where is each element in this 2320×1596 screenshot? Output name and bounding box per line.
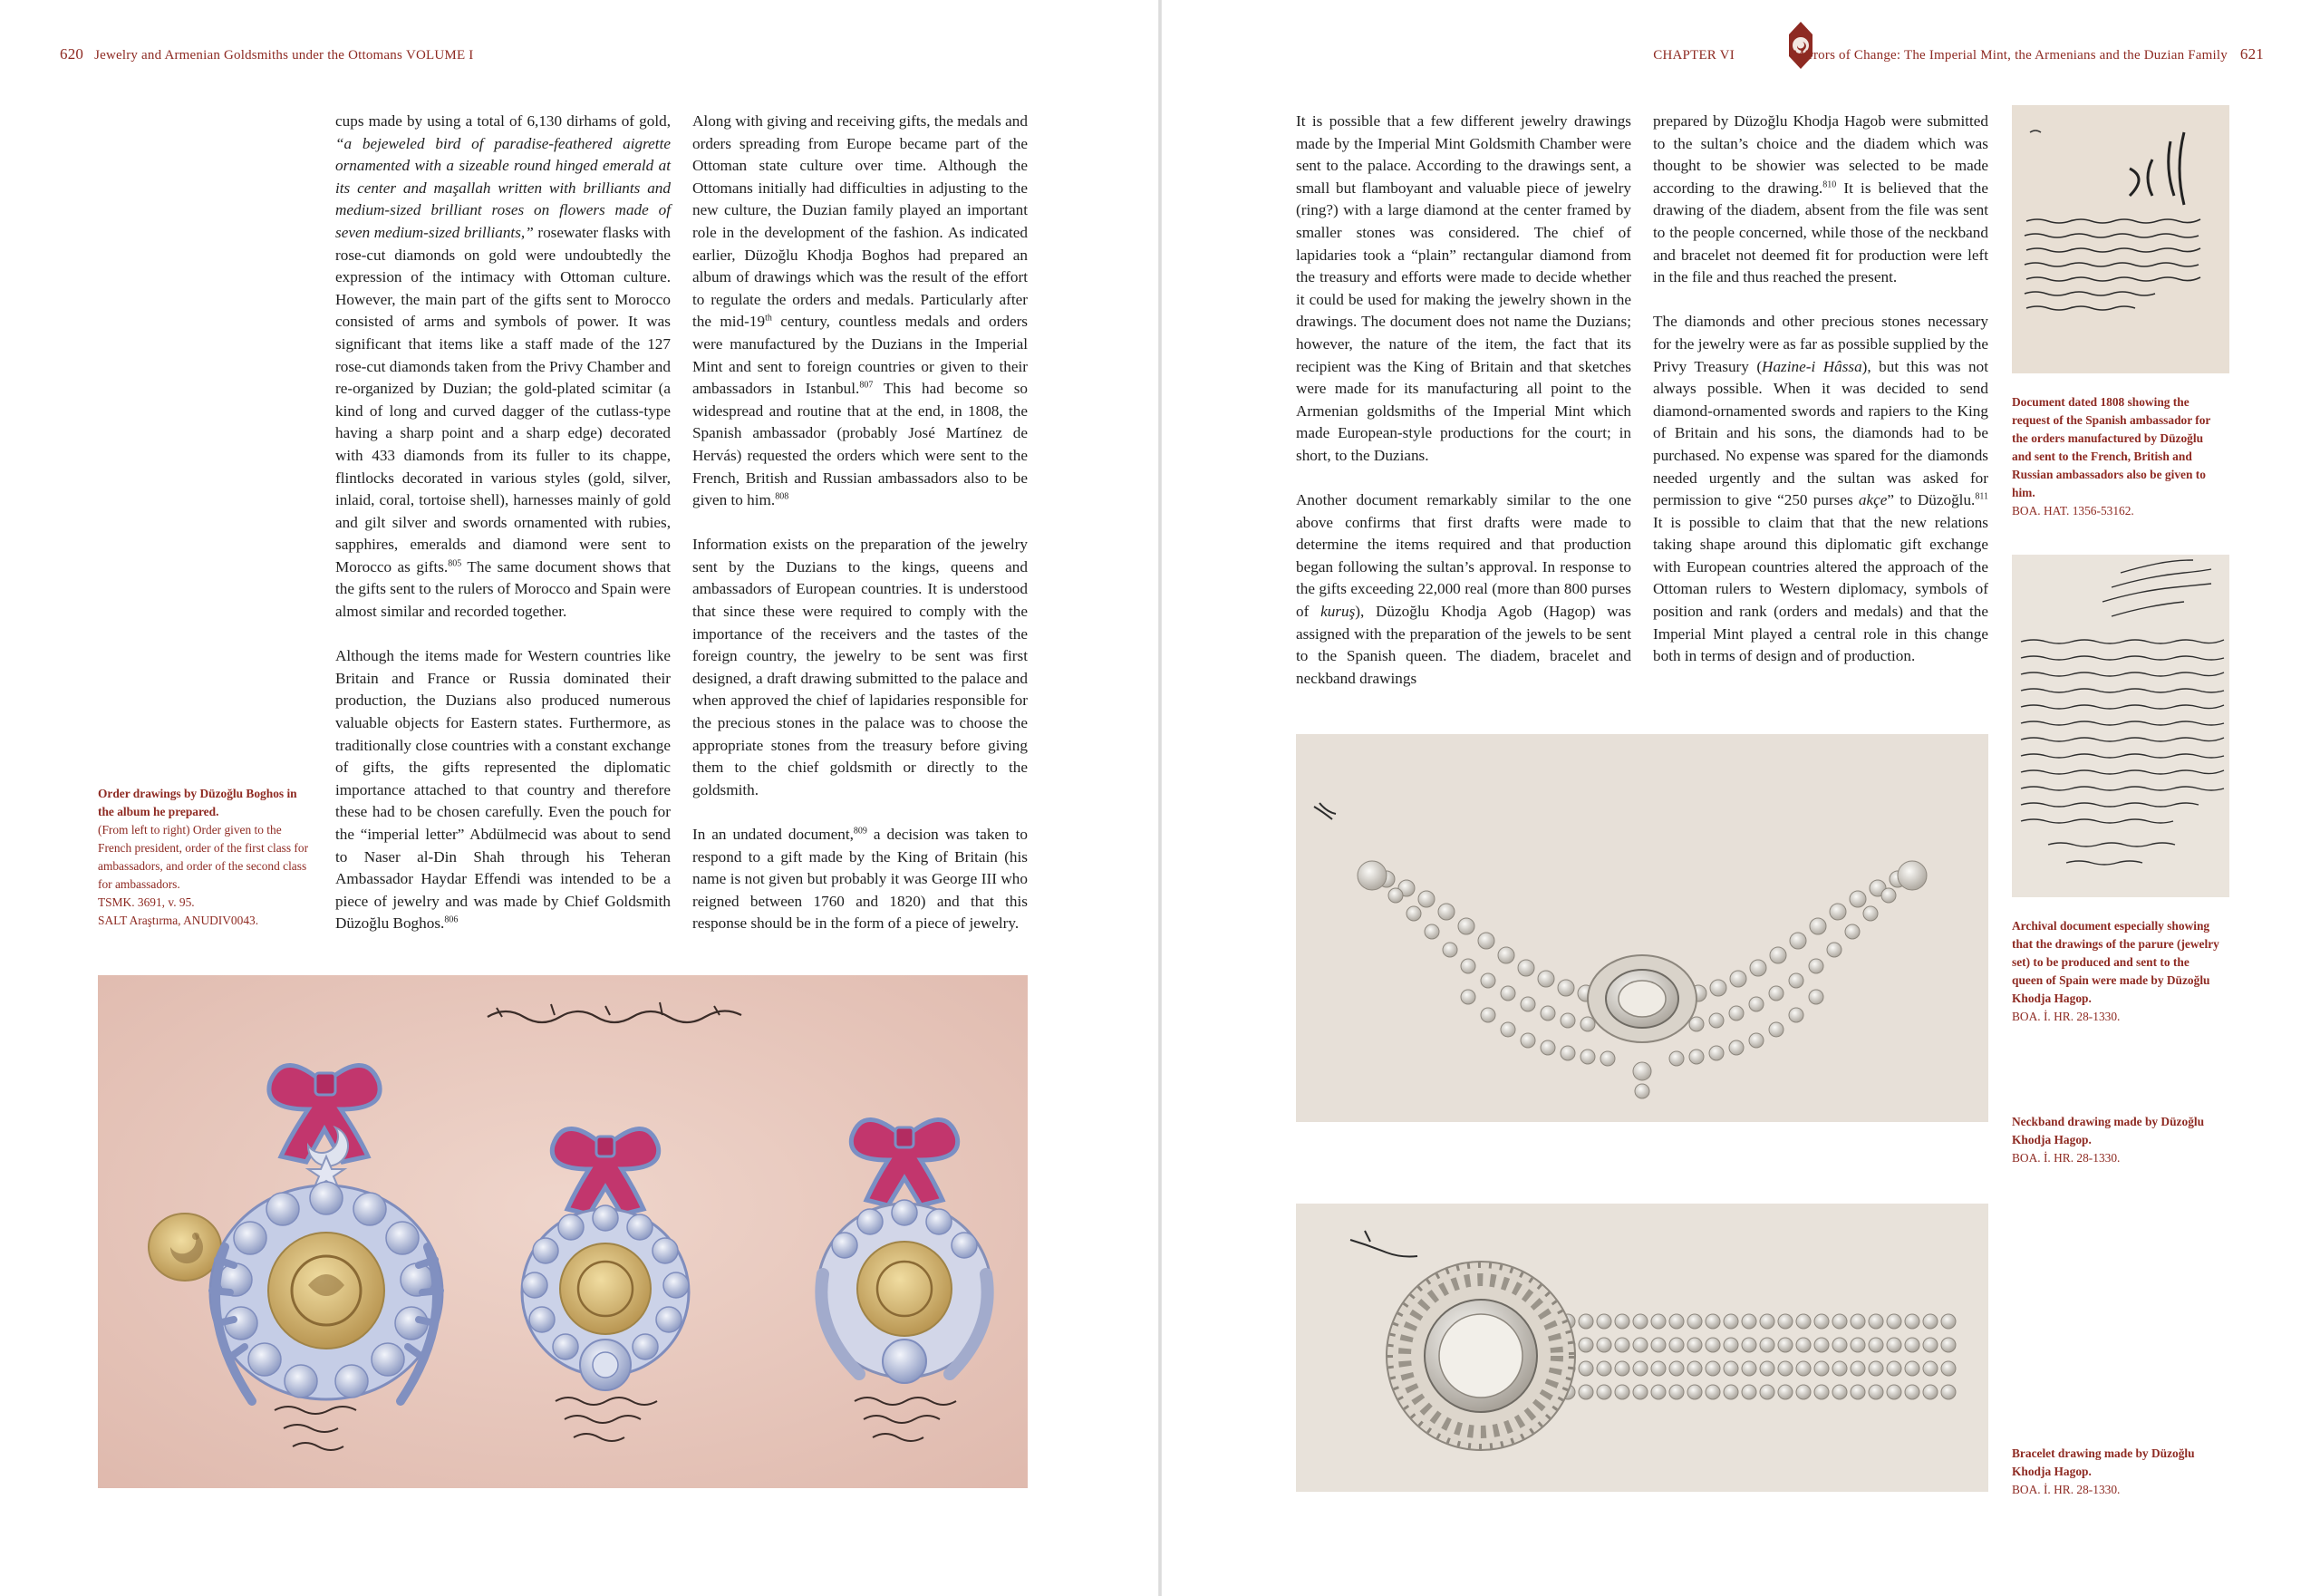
footnote-809[interactable]: 809 bbox=[853, 826, 867, 837]
left-col2-paragraph-1: Along with giving and receiving gifts, the medals and orders spreading from Europe became part of the Ottoman state culture over time. Although the Ottomans initially had difficulties in adjusting to the new culture, the Duzian family played an important role in the development of the fashion. As indicated earlier, Düzoğlu Khodja Boghos had prepared an album of drawings which was the result of the effort to regulate the orders and medals. Particularly after the mid-19th century, countless medals and orders were manufactured by the Duzians in the Imperial Mint and sent to foreign countries or given to their ambassadors in Istanbul.$^{807}$ This had become so widespread and routine that at the end, in 1808, the Spanish ambassador (probably José Martínez de Hervás) requested the orders which were sent to the French, British and Russian ambassadors also to be given to him.$^{808}$ bbox=[692, 112, 1028, 509]
small-gold-medal-icon bbox=[149, 1214, 221, 1281]
right-col2-paragraph-2: The diamonds and other precious stones necessary for the jewelry were as far as possible supplied by the Privy Treasury (Hazine-i Hâssa), but this was not always possible. When it was decided to send diamond-ornamented swords and rapiers to the King of Britain and his sons, the diamonds had to be purchased. No expense was spared for the diamonds needed urgently and the sultan was asked for permission to give “250 purses akçe” to Düzoğlu.$^{811}$ It is possible to claim that that the new relations taking shape around this diplomatic gift exchange with European countries altered the approach of the Ottoman rulers to Western diplomacy, symbols of position and rank (orders and medals) and that the Imperial Mint played a central role in this change both in terms of design and of production. bbox=[1653, 313, 1988, 665]
caption-document-1808 bbox=[2012, 393, 2222, 520]
volume-label: VOLUME I bbox=[405, 48, 474, 63]
right-running-head bbox=[1653, 45, 2264, 63]
left-page-number: 620 bbox=[60, 45, 84, 63]
footnote-811[interactable]: 811 bbox=[1975, 491, 1988, 502]
caption-neckband-title: Neckband drawing made by Düzoğlu Khodja Hagop. bbox=[2012, 1115, 2205, 1146]
caption-document-1808-title: Document dated 1808 showing the request of the Spanish ambassador for the orders manufactured by Düzoğlu and sent to the French, British and Russian ambassadors also be given to him. bbox=[2012, 395, 2211, 499]
neckband-center-medallion-icon bbox=[1588, 955, 1696, 1042]
left-running-title: Jewelry and Armenian Goldsmiths under the Ottomans bbox=[94, 48, 403, 63]
caption-bracelet bbox=[2012, 1445, 2222, 1499]
caption-order-drawings-ref1: TSMK. 3691, v. 95. bbox=[98, 895, 195, 909]
footnote-807[interactable]: 807 bbox=[859, 380, 874, 391]
caption-order-drawings-ref2: SALT Araştırma, ANUDIV0043. bbox=[98, 914, 259, 927]
order-drawings-image bbox=[98, 975, 1028, 1488]
left-running-head bbox=[60, 45, 473, 63]
footnote-806[interactable]: 806 bbox=[444, 914, 459, 925]
footnote-810[interactable]: 810 bbox=[1822, 179, 1837, 190]
caption-document-1808-ref: BOA. HAT. 1356-53162. bbox=[2012, 504, 2134, 517]
left-col2-paragraph-3: In an undated document,$^{809}$ a decision was taken to respond to a gift made by the King of Britain (his name is not given but probably it was George III who reigned between 1760 and 1820) and that this response should be in the form of a piece of jewelry. bbox=[692, 826, 1028, 933]
right-col1-paragraph-2: Another document remarkably similar to the one above confirms that first drafts were made to determine the items required and that production began following the sultan’s approval. In response to the gifts exceeding 22,000 real (more than 800 purses of kuruş), Düzoğlu Khodja Agob (Hagop) was assigned with the preparation of the jewels to be sent to the Spanish queen. The diadem, bracelet and neckband drawings bbox=[1296, 491, 1631, 687]
caption-document-parure-title: Archival document especially showing that the drawings of the parure (jewelry set) to be produced and sent to the queen of Spain were made by Düzoğlu Khodja Hagop. bbox=[2012, 919, 2219, 1005]
right-col1-paragraph-1: It is possible that a few different jewelry drawings made by the Imperial Mint Goldsmith Chamber were sent to the palace. According to the drawings sent, a small but flamboyant and valuable piece of jewelry (ring?) with a large diamond at the center framed by smaller stones was considered. The chief of lapidaries took a “plain” rectangular diamond from the treasury and efforts were made to decide whether it could be used for making the jewelry shown in the drawings. The document does not name the Duzians; however, the nature of the item, the fact that its recipient was the King of Britain and that sketches were made for its manufacturing all point to the Armenian goldsmiths of the Imperial Mint which made European-style productions for the court; in short, to the Duzians. bbox=[1296, 112, 1631, 464]
caption-bracelet-title: Bracelet drawing made by Düzoğlu Khodja Hagop. bbox=[2012, 1446, 2195, 1478]
right-col2-paragraph-1: prepared by Düzoğlu Khodja Hagob were submitted to the sultan’s choice and the diadem which was thought to be showier was selected to be made according to the drawing.$^{810}$ It is believed that the drawing of the diadem, absent from the file was sent to the people concerned, while those of the neckband and bracelet not deemed fit for production were left in the file and thus reached the present. bbox=[1653, 112, 1988, 286]
right-running-title: Mirrors of Change: The Imperial Mint, the Armenians and the Duzian Family bbox=[1792, 48, 2228, 63]
left-column-1 bbox=[335, 111, 671, 935]
bracelet-drawing-image bbox=[1296, 1204, 1988, 1492]
right-page bbox=[1162, 0, 2320, 1596]
left-column-2 bbox=[692, 111, 1028, 935]
right-column-2 bbox=[1653, 111, 1988, 668]
caption-order-drawings-title: Order drawings by Düzoğlu Boghos in the album he prepared. bbox=[98, 787, 297, 818]
footnote-805[interactable]: 805 bbox=[448, 558, 462, 569]
caption-document-parure-ref: BOA. İ. HR. 28-1330. bbox=[2012, 1010, 2121, 1023]
caption-document-parure bbox=[2012, 917, 2222, 1026]
order-drawings-illustration bbox=[98, 975, 1028, 1488]
neckband-drawing-image bbox=[1296, 734, 1988, 1122]
left-col2-paragraph-2: Information exists on the preparation of the jewelry sent by the Duzians to the kings, queens and ambassadors of European countries. It is understood that since these were required to comply with the importance of the receivers and the tastes of the foreign country, the jewelry to be sent was first designed, a draft drawing submitted to the palace and when approved the chief of lapidaries responsible for the precious stones in the palace was to choose the appropriate stones from the treasury before giving them to the chief goldsmith or directly to the goldsmith. bbox=[692, 536, 1028, 798]
caption-neckband-ref: BOA. İ. HR. 28-1330. bbox=[2012, 1151, 2121, 1165]
bracelet-clasp-rosette-icon bbox=[1387, 1262, 1575, 1450]
left-col1-paragraph-1: cups made by using a total of 6,130 dirhams of gold, “a bejeweled bird of paradise-feathered aigrette ornamented with a sizeable round hinged emerald at its center and maşallah written with brilliants and medium-sized brilliant roses on flowers made of seven medium-sized brilliants,” rosewater flasks with rose-cut diamonds on gold were undoubtedly the expression of the intimacy with Ottoman culture. However, the main part of the gifts sent to Morocco consisted of arms and symbols of power. It was significant that items like a staff made of the 127 rose-cut diamonds taken from the Privy Chamber and re-organized by Duzian; the gold-plated scimitar (a kind of long and curved dagger of the cutlass-type having a sharp point and a sharp edge) decorated with 433 diamonds from its fuller to its chappe, flintlocks decorated in various styles (gold, silver, inlaid, coral, tortoise shell), harnesses mainly of gold and gilt silver and swords ornamented with rubies, sapphires, emeralds and diamond were sent to Morocco as gifts.$^{805}$ The same document shows that the gifts sent to the rulers of Morocco and Spain were almost similar and recorded together. bbox=[335, 112, 671, 621]
archival-document-1808-image bbox=[2012, 105, 2229, 373]
footnote-808[interactable]: 808 bbox=[775, 491, 789, 502]
caption-neckband bbox=[2012, 1113, 2222, 1167]
right-page-number: 621 bbox=[2239, 45, 2264, 63]
archival-document-parure-image bbox=[2012, 555, 2229, 897]
caption-order-drawings-body: (From left to right) Order given to the French president, order of the first class for ambassadors, and order of the second class for ambassadors. bbox=[98, 823, 309, 891]
left-col1-paragraph-2: Although the items made for Western countries like Britain and France or Russia dominated their production, the Duzians also produced numerous valuable objects for Eastern states. Furthermore, as traditionally close countries with a constant exchange of gifts, the gifts represented the diplomatic importance attached to that country and therefore these had to be chosen carefully. Even the pouch for the “imperial letter” Abdülmecid was about to send to Naser al-Din Shah through his Teheran Ambassador Haydar Effendi was intended to be a piece of jewelry and was made by Chief Goldsmith Düzoğlu Boghos.$^{806}$ bbox=[335, 647, 671, 933]
chapter-label: CHAPTER VI bbox=[1653, 48, 1735, 63]
left-page bbox=[0, 0, 1158, 1596]
caption-order-drawings bbox=[98, 785, 314, 930]
right-column-1 bbox=[1296, 111, 1631, 690]
caption-bracelet-ref: BOA. İ. HR. 28-1330. bbox=[2012, 1483, 2121, 1496]
